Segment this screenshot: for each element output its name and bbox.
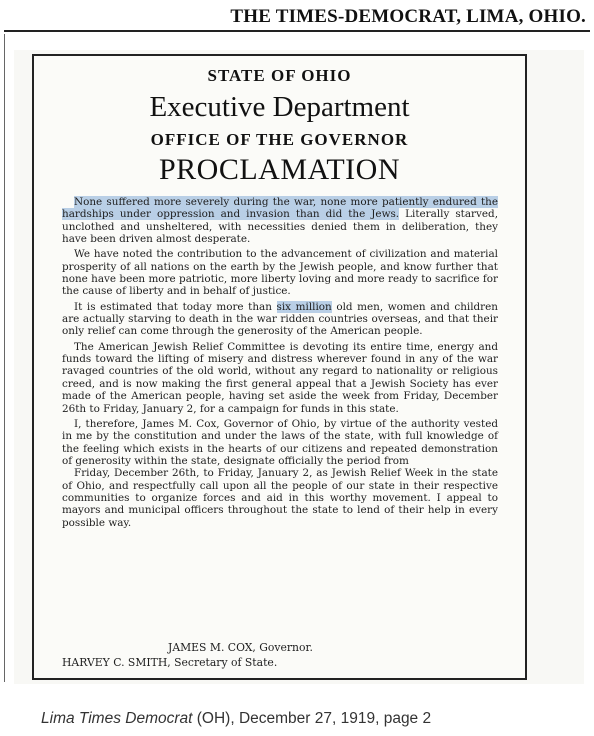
newspaper-masthead: THE TIMES-DEMOCRAT, LIMA, OHIO.: [230, 6, 586, 27]
caption-source-title: Lima Times Democrat: [41, 710, 193, 727]
paragraph-2: We have noted the contribution to the advancement of civilization and material prosperity of all nations on the earth by the Jewish people, and know further that none have been more patriotic, more liberty loving and more ready to sacrifice for the cause of liberty and in behalf of justice.: [62, 248, 498, 298]
proclamation-body: [62, 196, 498, 529]
highlighted-text: None suffered more severely during the war, none more patiently endured the hardships under oppression and invasion than did the Jews.: [62, 196, 498, 221]
proclamation-title: PROCLAMATION: [158, 153, 401, 186]
masthead-rule: [4, 30, 590, 32]
signature-block: [62, 640, 498, 670]
office-heading: OFFICE OF THE GOVERNOR: [150, 130, 409, 149]
department-heading: Executive Department: [149, 91, 410, 123]
paragraph-4: The American Jewish Relief Committee is devoting its entire time, energy and funds toward the lifting of misery and distress wherever found in any of the war ravaged countries of the old world, without any regard to nationality or religious creed, and is now making the first general appeal that a Jewish Society has ever made of the American people, having set aside the week from Friday, December 26th to Friday, January 2, for a campaign for funds in this state.: [62, 340, 498, 415]
state-heading: STATE OF OHIO: [207, 66, 352, 85]
source-caption: [41, 710, 431, 728]
paragraph-3-after: old men, women and children are actually starving to death in the war ridden countries overseas, and that their only relief can come through the generosity of the American people.: [62, 300, 498, 338]
caption-details: (OH), December 27, 1919, page 2: [192, 710, 432, 727]
governor-signature: JAMES M. COX, Governor.: [168, 641, 313, 654]
secretary-signature: HARVEY C. SMITH, Secretary of State.: [62, 656, 278, 669]
paragraph-6: Friday, December 26th, to Friday, January 2, as Jewish Relief Week in the state of Ohio, and respectfully call upon all the people of our state in their respective communities to organize forces and aid in this worthy movement. I appeal to mayors and municipal officers throughout the state to lend of their help in every possible way.: [62, 467, 498, 529]
paragraph-5: I, therefore, James M. Cox, Governor of Ohio, by virtue of the authority vested in me by the constitution and under the laws of the state, with full knowledge of the feeling which exists in the hearts of our citizens and repeated demonstration of generosity within the state, designate officially the period from: [62, 417, 498, 467]
column-rule: [4, 34, 5, 682]
highlighted-text: six million: [276, 300, 332, 313]
paragraph-1: [62, 196, 498, 245]
paragraph-1-rest: Literally starved, unclothed and unsheltered, with necessities denied them in deliberation, they have been driven almost desperate.: [62, 208, 498, 246]
paragraph-3: [62, 301, 498, 338]
paragraph-3-before: It is estimated that today more than: [74, 300, 277, 313]
